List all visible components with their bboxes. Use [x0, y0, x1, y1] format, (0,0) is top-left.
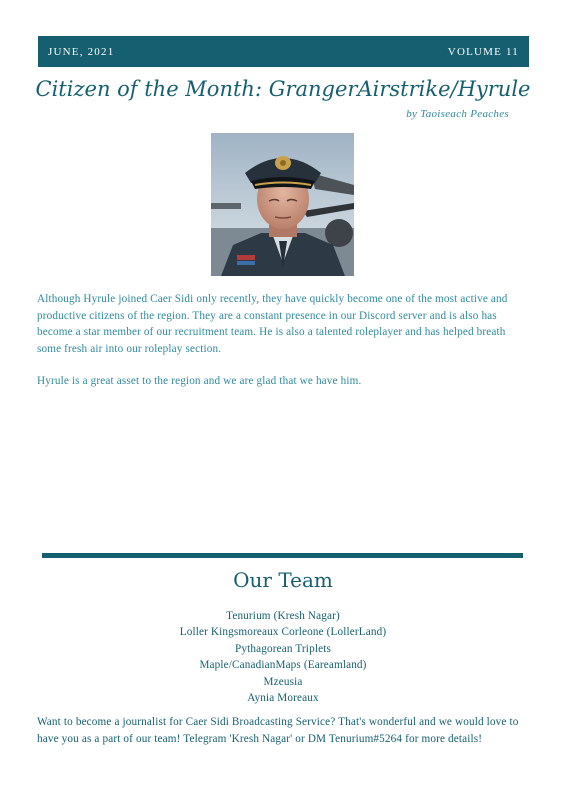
section-divider [42, 553, 523, 558]
team-member: Tenurium (Kresh Nagar) [226, 610, 340, 622]
team-member: Mzeusia [263, 675, 303, 688]
team-member: Pythagorean Triplets [235, 642, 331, 655]
article-paragraph: Hyrule is a great asset to the region and we are glad that we have him. [37, 375, 362, 387]
team-member: Aynia Moreaux [247, 692, 319, 705]
team-member: Maple/CanadianMaps (Eareamland) [199, 659, 367, 672]
article-byline: by Taoiseach Peaches [406, 108, 509, 120]
team-member: Loller Kingsmoreaux Corleone (LollerLand) [179, 626, 387, 639]
issue-date: JUNE, 2021 [48, 45, 115, 58]
article-body [37, 291, 525, 406]
article-paragraph: Although Hyrule joined Caer Sidi only recently, they have quickly become one of the most active and productive citizens of the region. They are a constant presence in our Discord server and is also has become a star member of our recruitment team. He is also a talented roleplayer and has helped breath some fresh air into our roleplay section. [37, 293, 508, 355]
team-member-list [0, 608, 566, 706]
citizen-portrait-photo [211, 133, 354, 276]
team-section-title: Our Team [233, 568, 333, 592]
header-bar [38, 36, 529, 67]
article-title: Citizen of the Month: GrangerAirstrike/Hyrule [35, 77, 531, 101]
issue-volume: VOLUME 11 [447, 45, 519, 58]
recruitment-note: Want to become a journalist for Caer Sidi Broadcasting Service? That's wonderful and we would love to have you as a part of our team! Telegram 'Kresh Nagar' or DM Tenurium#5264 for more details! [37, 716, 519, 745]
